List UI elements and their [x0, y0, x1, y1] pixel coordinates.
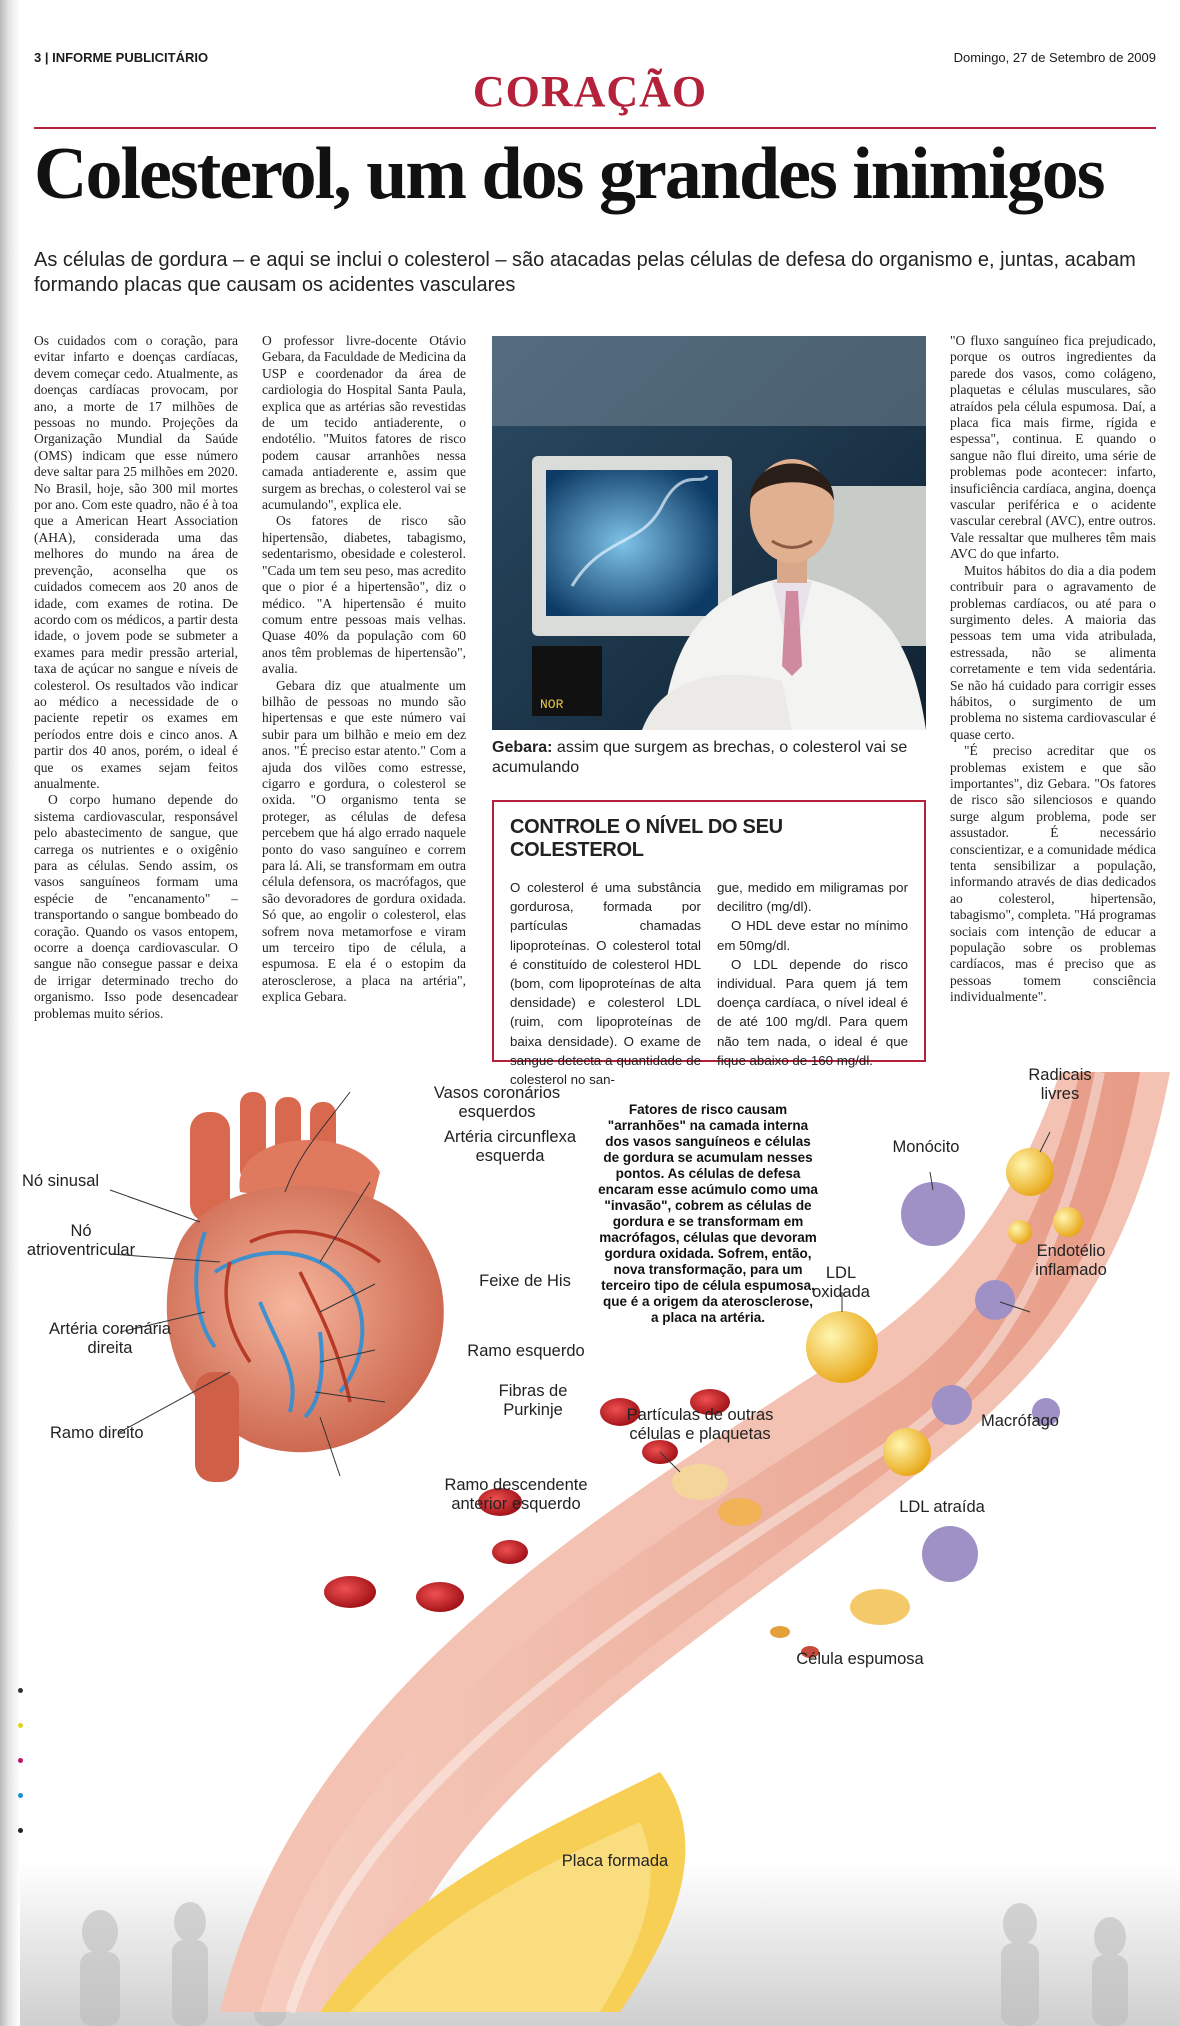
section-rule	[34, 127, 1156, 129]
page-section-label: 3 | INFORME PUBLICITÁRIO	[34, 50, 209, 65]
doctor-photo-illustration	[492, 336, 926, 730]
paragraph: gue, medido em miligramas por decilitro (mg/dl).	[717, 880, 908, 915]
label-radicais-livres: Radicais livres	[1028, 1066, 1092, 1103]
headline: Colesterol, um dos grandes inimigos	[34, 133, 1104, 215]
photo-caption	[492, 738, 932, 778]
cholesterol-sidebar-box	[492, 800, 926, 1088]
label-arteria-circunflexa: Artéria circunflexa esquerda	[443, 1128, 577, 1165]
monitor-readout: NOR	[540, 697, 564, 712]
label-celula-espumosa: Célula espumosa	[796, 1650, 924, 1668]
paragraph: O colesterol é uma substância gordurosa, formada por partículas chamadas lipoproteínas. O colesterol total é constituído de colesterol HDL (bom, com lipoproteínas de alta densidade) e colesterol LDL (ruim, com lipoproteínas de baixa densidade). O exame de sangue detecta a quantidade de colesterol no san-	[510, 880, 701, 1088]
label-macrofago: Macrófago	[981, 1412, 1059, 1430]
paragraph: Os fatores de risco são hipertensão, diabetes, tabagismo, sedentarismo, obesidade e colesterol. "Cada um tem seu peso, mas acredito que o pior é a hipertensão", diz o médico. "A hipertensão é muito comum entre pessoas mais velhas. Quase 40% da população com 60 anos têm problemas de hipertensão", avalia.	[262, 513, 466, 677]
registration-marks	[18, 1688, 26, 1863]
caption-text: assim que surgem as brechas, o colesterol vai se acumulando	[492, 739, 908, 776]
paragraph: O professor livre-docente Otávio Gebara, da Faculdade de Medicina da USP e coordenador da área de cardiologia do Hospital Santa Paula, explica que as artérias são revestidas de um tecido antiaderente, o endotélio. "Muitos fatores de risco podem causar arranhões nessa camada antiaderente e, assim que surgem as brechas, o colesterol vai se acumulando", explica ele.	[262, 333, 466, 513]
heart-illustration	[167, 1092, 444, 1482]
section-title: CORAÇÃO	[472, 67, 708, 116]
label-feixe-de-his: Feixe de His	[479, 1272, 571, 1290]
page-gutter-shadow	[0, 0, 20, 2026]
label-ramo-descendente: Ramo descendente anterior esquerdo	[444, 1476, 588, 1513]
caption-name: Gebara:	[492, 739, 553, 756]
label-ramo-direito: Ramo direito	[50, 1424, 144, 1442]
doctor-photo	[492, 336, 926, 730]
paragraph: O corpo humano depende do sistema cardiovascular, responsável pelo abastecimento de sangue, que carrega os nutrientes e o oxigênio para as células. Sendo assim, os vasos sanguíneos formam uma espécie de "encanamento" – transportando o sangue bombeado do coração. Quando os vasos entopem, ocorre a doença cardiovascular. O sangue não consegue passar e deixa de irrigar determinado trecho do organismo. Isso pode desencadear problemas muito sérios.	[34, 792, 238, 1021]
sidebar-box-title: CONTROLE O NÍVEL DO SEU COLESTEROL	[510, 816, 783, 861]
sidebar-box-column-2	[717, 878, 908, 1089]
label-no-sinusal: Nó sinusal	[22, 1172, 100, 1190]
label-monocito: Monócito	[892, 1138, 960, 1156]
article-column-2	[262, 333, 466, 1006]
label-no-atrioventricular: Nó atrioventricular	[26, 1222, 136, 1259]
paragraph: O LDL depende do risco individual. Para quem já tem doença cardíaca, o nível ideal é de até 100 mg/dl. Para quem não tem nada, o ideal é que fique abaixo de 160 mg/dl.	[717, 956, 908, 1068]
paragraph: Gebara diz que atualmente um bilhão de pessoas no mundo são hipertensas e que este número vai subir para um bilhão e meio em dez anos. "É preciso estar atento." Com a ajuda dos vilões como estresse, cigarro e gordura, o colesterol se oxida. "O organismo tenta se proteger, as células de defesa percebem que há algo errado naquele ponto do vaso sanguíneo e correm para lá. Ali, se transformam em outra célula defensora, os macrófagos, que são devoradores de gordura oxidada. Só que, ao engolir o colesterol, elas sofrem nova metamorfose e viram um terceiro tipo de célula, a espumosa. E ela é o estopim da aterosclerose, a placa na artéria", explica Gebara.	[262, 677, 466, 1005]
publication-date: Domingo, 27 de Setembro de 2009	[953, 50, 1156, 65]
sidebar-box-column-1	[510, 878, 701, 1089]
article-column-4	[950, 333, 1156, 1006]
label-vasos-coronarios: Vasos coronários esquerdos	[433, 1084, 561, 1121]
label-particulas-plaquetas: Partículas de outras células e plaquetas	[626, 1406, 774, 1443]
paragraph: Muitos hábitos do dia a dia podem contribuir para o agravamento de problemas cardíacos, ou até para o surgimento deles. A maioria das pessoas tem uma vida atribulada, estressada, não se alimenta corretamente e tem vida sedentária. Se não há cuidado para corrigir esses hábitos, o surgimento de um problema no sistema cardiovascular é quase certo.	[950, 562, 1156, 742]
paragraph: Os cuidados com o coração, para evitar infarto e doenças cardíacas, devem começar cedo. Atualmente, as doenças cardíacas provocam, por ano, a morte de 17 milhões de pessoas no mundo. Projeções da Organização Mundial da Saúde (OMS) indicam que esse número deve saltar para 25 milhões em 2020. No Brasil, hoje, são 300 mil mortes por ano. Com este quadro, não é à toa que a American Heart Association (AHA), considerada uma das melhores do mundo na área de prevenção, aconselha que os cuidados comecem aos 20 anos de idade, com exames de rotina. De acordo com os médicos, a partir desta idade, o jovem pode se submeter a exames para medir pressão arterial, taxa de açúcar no sangue e níveis de colesterol. Os resultados vão indicar ao médico a necessidade de o paciente repetir os exames em períodos entre dois e cinco anos. A partir dos 40 anos, porém, o ideal é que os exames sejam feitos anualmente.	[34, 333, 238, 791]
paragraph: "É preciso acreditar que os problemas existem e que são importantes", diz Gebara. "Os fatores de risco são silenciosos e quando surge algum problema, pode ser assustador. É necessário conscientizar, e a comunidade médica tenta sensibilizar a população, informando através de dias dedicados ao colesterol, hipertensão, tabagismo", completa. "Há programas sociais com intenção de educar a população sobre os problemas cardíacos, mas é preciso que as pessoas tomem consciência individualmente".	[950, 743, 1156, 1005]
label-placa-formada: Placa formada	[561, 1852, 669, 1870]
infographic-explanation: Fatores de risco causam "arranhões" na camada interna dos vasos sanguíneos e células de gordura se acumulam nesses pontos. As células de defesa encaram esse acúmulo como uma "invasão", cobrem as células de gordura e se transformam em macrófagos, células que devoram gordura oxidada. Sofrem, então, nova transformação, para um terceiro tipo de célula espumosa, que é a origem da aterosclerose, a placa na artéria.	[598, 1102, 818, 1325]
label-fibras-de-purkinje: Fibras de Purkinje	[498, 1382, 568, 1419]
deck-subheadline: As células de gordura – e aqui se inclui o colesterol – são atacadas pelas células de defesa do organismo e, juntas, acabam formando placas que causam os acidentes vasculares	[34, 249, 1136, 296]
label-endotelio-inflamado: Endotélio inflamado	[1035, 1242, 1107, 1279]
paragraph: "O fluxo sanguíneo fica prejudicado, porque os outros ingredientes da parede dos vasos, como colágeno, plaquetas e células musculares, são atraídos pela célula espumosa. Daí, a placa fica mais firme, rígida e espessa", continua. E quando o sangue não flui direito, uma série de problemas pode acontecer: infarto, insuficiência cardíaca, angina, doença vascular periférica e o acidente vascular cerebral (AVC), entre outros. Vale ressaltar que mulheres têm mais AVC do que infarto.	[950, 333, 1156, 562]
label-ramo-esquerdo: Ramo esquerdo	[467, 1342, 585, 1360]
paragraph: O HDL deve estar no mínimo em 50mg/dl.	[717, 918, 908, 953]
label-ldl-oxidada: LDL oxidada	[812, 1264, 870, 1301]
label-arteria-coronaria-direita: Artéria coronária direita	[49, 1320, 171, 1357]
article-column-1	[34, 333, 238, 1022]
label-ldl-atraida: LDL atraída	[899, 1498, 985, 1516]
